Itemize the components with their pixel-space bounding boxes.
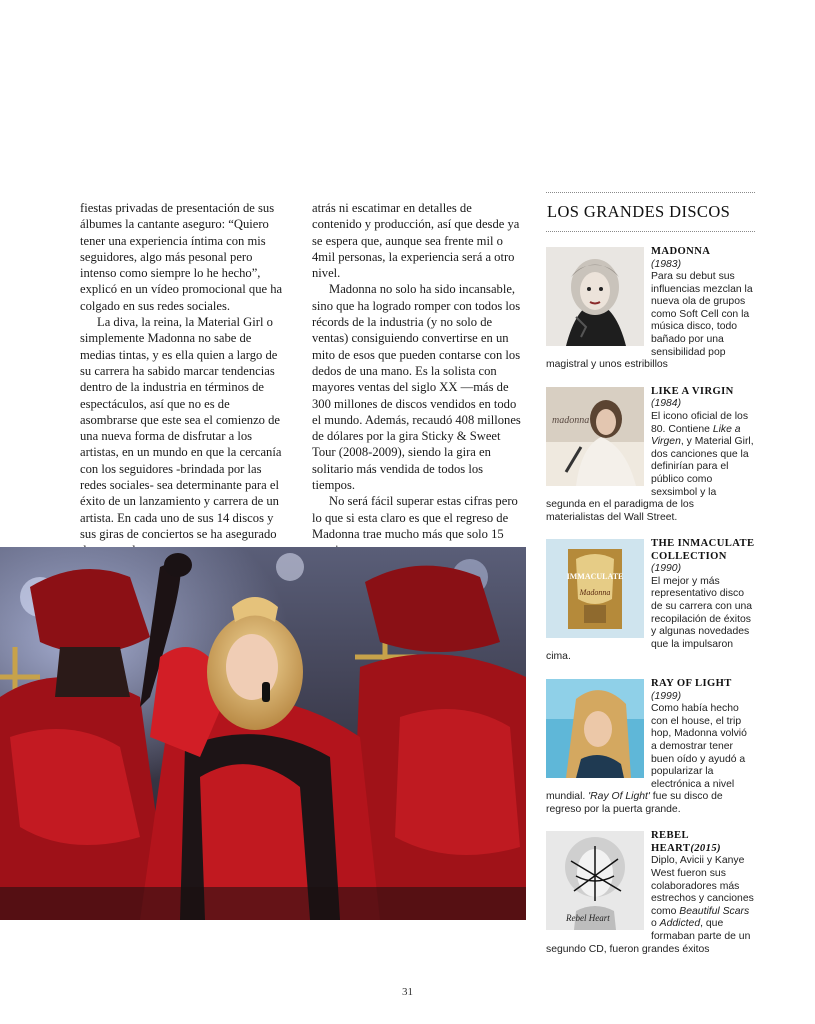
article-paragraph: La diva, la reina, la Material Girl o simplemente Madonna no sabe de medias tintas, y es ella quien a largo de su carrera ha sabido marcar tendencias dentro de la industria en términos de espectáculos, así que no es de asombrarse que este sea el comienzo de una nueva forma de disfrutar a los artistas, en un mundo en que la cercanía con los seguidores -brindada por las redes sociales- sea determinante para el éxito de un lanzamiento y carrera de un artista. En cada uno de sus 14 discos y sus giras de conciertos se ha asegurado <box>80 315 282 541</box>
album-cover-rebel-heart <box>546 831 644 930</box>
record-year: (1999) <box>651 690 682 702</box>
concert-photo <box>0 547 526 920</box>
article-paragraph: atrás ni escatimar en detalles de contenido y producción, así que desde ya se espera que, aunque sea frente mil o 4mil personas, la experiencia será a otro nivel. <box>312 201 520 281</box>
record-item-madonna <box>546 246 755 372</box>
record-item-like-a-virgin <box>546 386 755 524</box>
record-title: THE INMACULATE COLLECTION <box>651 538 755 562</box>
desc-text: , y Material Girl, dos canciones que la definirían para el público como sexsimbol y la segunda en el paradigma de los materialistas del Wall Street. <box>546 436 754 523</box>
article-paragraph: fiestas privadas de presentación de sus álbumes la cantante aseguro: “Quiero tener una experiencia íntima con mis seguidores, algo más pesonal pero intenso como siempre lo he hecho”, explicó en un vídeo promocional que ha colgado en sus redes sociales. <box>80 201 283 313</box>
record-year: (1984) <box>651 398 682 410</box>
record-title: MADONNA <box>651 246 711 257</box>
page-number: 31 <box>402 986 413 998</box>
cover-lettering: Rebel Heart <box>566 913 610 924</box>
article-column-1 <box>80 200 290 559</box>
record-description: El mejor y más representativo disco de su carrera con una recopilación de éxitos y algunas novedades que la impulsaron cima. <box>546 575 753 663</box>
desc-italic: Like a Virgen <box>651 423 741 448</box>
desc-italic: Beautiful Scars <box>679 905 750 917</box>
sidebar-divider <box>546 192 755 193</box>
sidebar-title: LOS GRANDES DISCOS <box>547 202 731 221</box>
article-column-2 <box>312 200 524 559</box>
album-cover-immaculate-collection <box>546 539 644 638</box>
record-title: LIKE A VIRGIN <box>651 385 734 397</box>
desc-text: El icono oficial de los 80. Contiene <box>651 410 749 435</box>
record-year: (2015) <box>690 842 721 854</box>
desc-text: , que formaban parte de un segundo CD, fueron grandes éxitos <box>546 918 751 955</box>
desc-text: Diplo, Avicii y Kanye West fueron sus colaboradores más estrechos y canciones como <box>651 855 754 917</box>
record-year: (1990) <box>651 563 682 575</box>
record-item-rebel-heart <box>546 830 755 956</box>
article-paragraph-text: No será fácil superar estas cifras pero lo que si esta claro es que el regreso de Madonna trae mucho más que solo 15 <box>312 494 518 541</box>
record-title: RAY OF LIGHT <box>651 678 732 690</box>
article-paragraph: Madonna no solo ha sido incansable, sino que ha logrado romper con todos los récords de la industria (y no solo de ventas) consiguiendo convertirse en un mito de esos que pueden contarse con los dedos de una mano. Es la solista con mayores ventas del siglo XX —más de 300 millones de discos vendidos en todo el mundo. Además, recaudó 408 millones de dólares por la gira Sticky & Sweet Tour (2008-2009), siendo la gira en solitario más vendida de todos los tiempos. <box>312 282 521 493</box>
records-sidebar <box>546 192 755 956</box>
record-item-ray-of-light <box>546 678 755 816</box>
album-cover-ray-of-light <box>546 679 644 778</box>
desc-italic: 'Ray Of Light' <box>588 791 650 803</box>
desc-italic: Addicted <box>659 918 701 930</box>
sidebar-divider <box>546 231 755 232</box>
cover-lettering: IMMACULATE <box>566 572 624 582</box>
desc-text: Como había hecho con el house, el trip hop, Madonna volvió a demostrar tener buen oído y ayudó a popularizar la electrónica a nivel mundial. <box>546 703 747 803</box>
desc-text: fue su disco de regreso por la puerta grande. <box>546 791 723 815</box>
cover-lettering: Madonna <box>579 588 611 598</box>
cover-lettering: madonna <box>552 414 590 426</box>
album-cover-like-a-virgin <box>546 387 644 486</box>
record-description: Para su debut sus influencias mezclan la nueva ola de grupos como Soft Cell con la música disco, todo bañado por una sensibilidad pop magistral y unos estribillos <box>546 271 753 371</box>
desc-text: o <box>651 918 660 930</box>
record-year: (1983) <box>651 258 682 270</box>
album-cover-madonna <box>546 247 644 346</box>
record-item-inmaculate-collection <box>546 538 755 664</box>
record-title-text: REBEL HEART <box>651 830 691 854</box>
